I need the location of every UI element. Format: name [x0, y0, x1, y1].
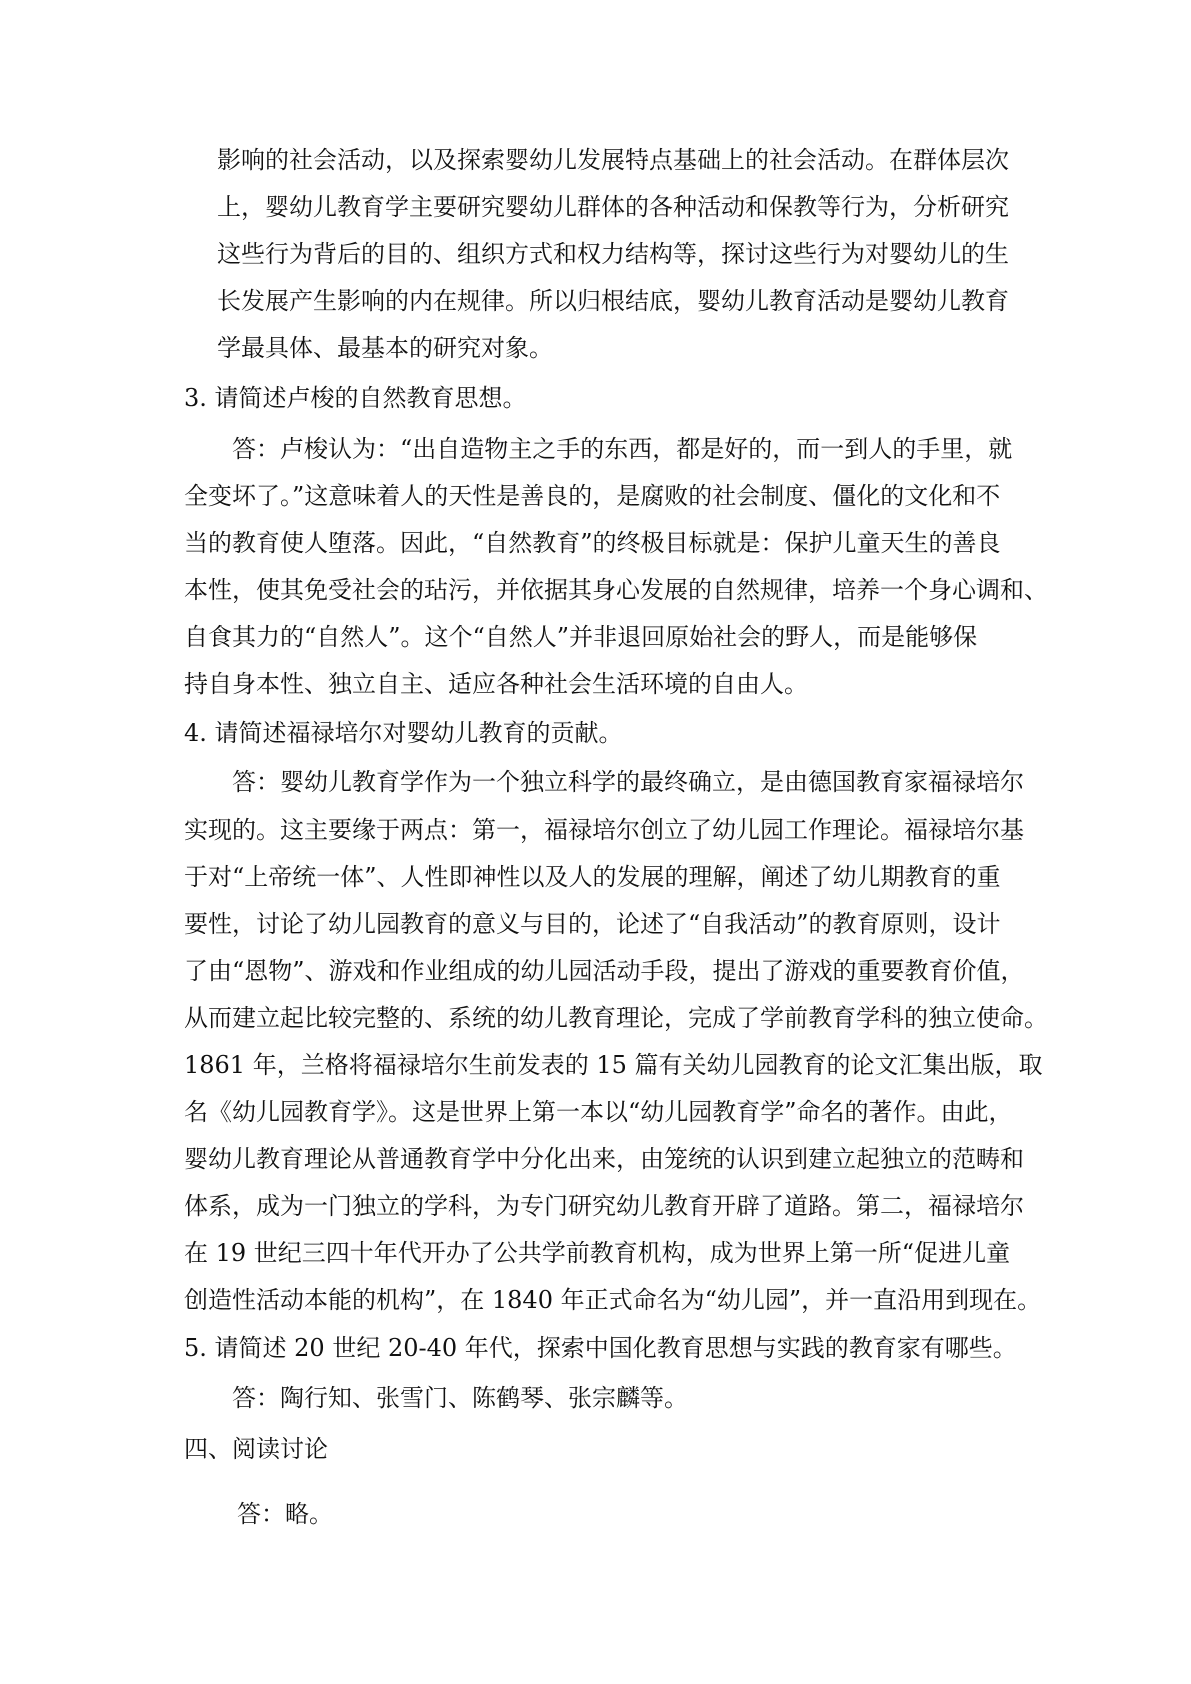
answer-4-line: 名《幼儿园教育学》。这是世界上第一本以“幼儿园教育学”命名的著作。由此，	[184, 1098, 1013, 1126]
answer-4-line: 了由“恩物”、游戏和作业组成的幼儿园活动手段，提出了游戏的重要教育价值，	[184, 957, 1025, 985]
answer-4-line: 从而建立起比较完整的、系统的幼儿教育理论，完成了学前教育学科的独立使命。	[184, 1004, 1048, 1032]
answer-4-line: 创造性活动本能的机构”，在 1840 年正式命名为“幼儿园”，并一直沿用到现在。	[184, 1286, 1042, 1314]
answer-4-line: 1861 年，兰格将福禄培尔生前发表的 15 篇有关幼儿园教育的论文汇集出版，取	[184, 1051, 1043, 1079]
answer-3-line: 当的教育使人堕落。因此，“自然教育”的终极目标就是：保护儿童天生的善良	[184, 529, 1001, 557]
answer-5: 答：陶行知、张雪门、陈鹤琴、张宗麟等。	[232, 1384, 688, 1412]
question-4: 4. 请简述福禄培尔对婴幼儿教育的贡献。	[184, 719, 623, 747]
section-heading-reading-discussion: 四、阅读讨论	[184, 1435, 328, 1463]
question-3: 3. 请简述卢梭的自然教育思想。	[184, 384, 527, 412]
answer-4-line: 于对“上帝统一体”、人性即神性以及人的发展的理解，阐述了幼儿期教育的重	[184, 863, 1001, 891]
answer-4-line: 在 19 世纪三四十年代开办了公共学前教育机构，成为世界上第一所“促进儿童	[184, 1239, 1011, 1267]
section-4-answer: 答：略。	[237, 1500, 333, 1528]
answer-3-line: 自食其力的“自然人”。这个“自然人”并非退回原始社会的野人，而是能够保	[184, 623, 978, 651]
answer-4-line: 要性，讨论了幼儿园教育的意义与目的，论述了“自我活动”的教育原则，设计	[184, 910, 1001, 938]
answer-4-line: 体系，成为一门独立的学科，为专门研究幼儿教育开辟了道路。第二，福禄培尔	[184, 1192, 1024, 1220]
answer-3-first-line: 答：卢梭认为：“出自造物主之手的东西，都是好的，而一到人的手里，就	[232, 435, 1013, 463]
answer-4-line: 婴幼儿教育理论从普通教育学中分化出来，由笼统的认识到建立起独立的范畴和	[184, 1145, 1024, 1173]
answer-3-line: 持自身本性、独立自主、适应各种社会生活环境的自由人。	[184, 670, 808, 698]
answer-3-line: 全变坏了。”这意味着人的天性是善良的，是腐败的社会制度、僵化的文化和不	[184, 482, 1001, 510]
answer-4-first-line: 答：婴幼儿教育学作为一个独立科学的最终确立，是由德国教育家福禄培尔	[232, 768, 1024, 796]
answer-4-line: 实现的。这主要缘于两点：第一，福禄培尔创立了幼儿园工作理论。福禄培尔基	[184, 816, 1024, 844]
question-5: 5. 请简述 20 世纪 20-40 年代，探索中国化教育思想与实践的教育家有哪些。	[184, 1334, 1017, 1362]
continuation-line: 这些行为背后的目的、组织方式和权力结构等，探讨这些行为对婴幼儿的生	[217, 240, 1009, 268]
continuation-line: 长发展产生影响的内在规律。所以归根结底，婴幼儿教育活动是婴幼儿教育	[217, 287, 1009, 315]
answer-3-line: 本性，使其免受社会的玷污，并依据其身心发展的自然规律，培养一个身心调和、	[184, 576, 1048, 604]
continuation-line: 上，婴幼儿教育学主要研究婴幼儿群体的各种活动和保教等行为，分析研究	[217, 193, 1009, 221]
continuation-line: 学最具体、最基本的研究对象。	[217, 334, 553, 362]
continuation-line: 影响的社会活动，以及探索婴幼儿发展特点基础上的社会活动。在群体层次	[217, 146, 1009, 174]
